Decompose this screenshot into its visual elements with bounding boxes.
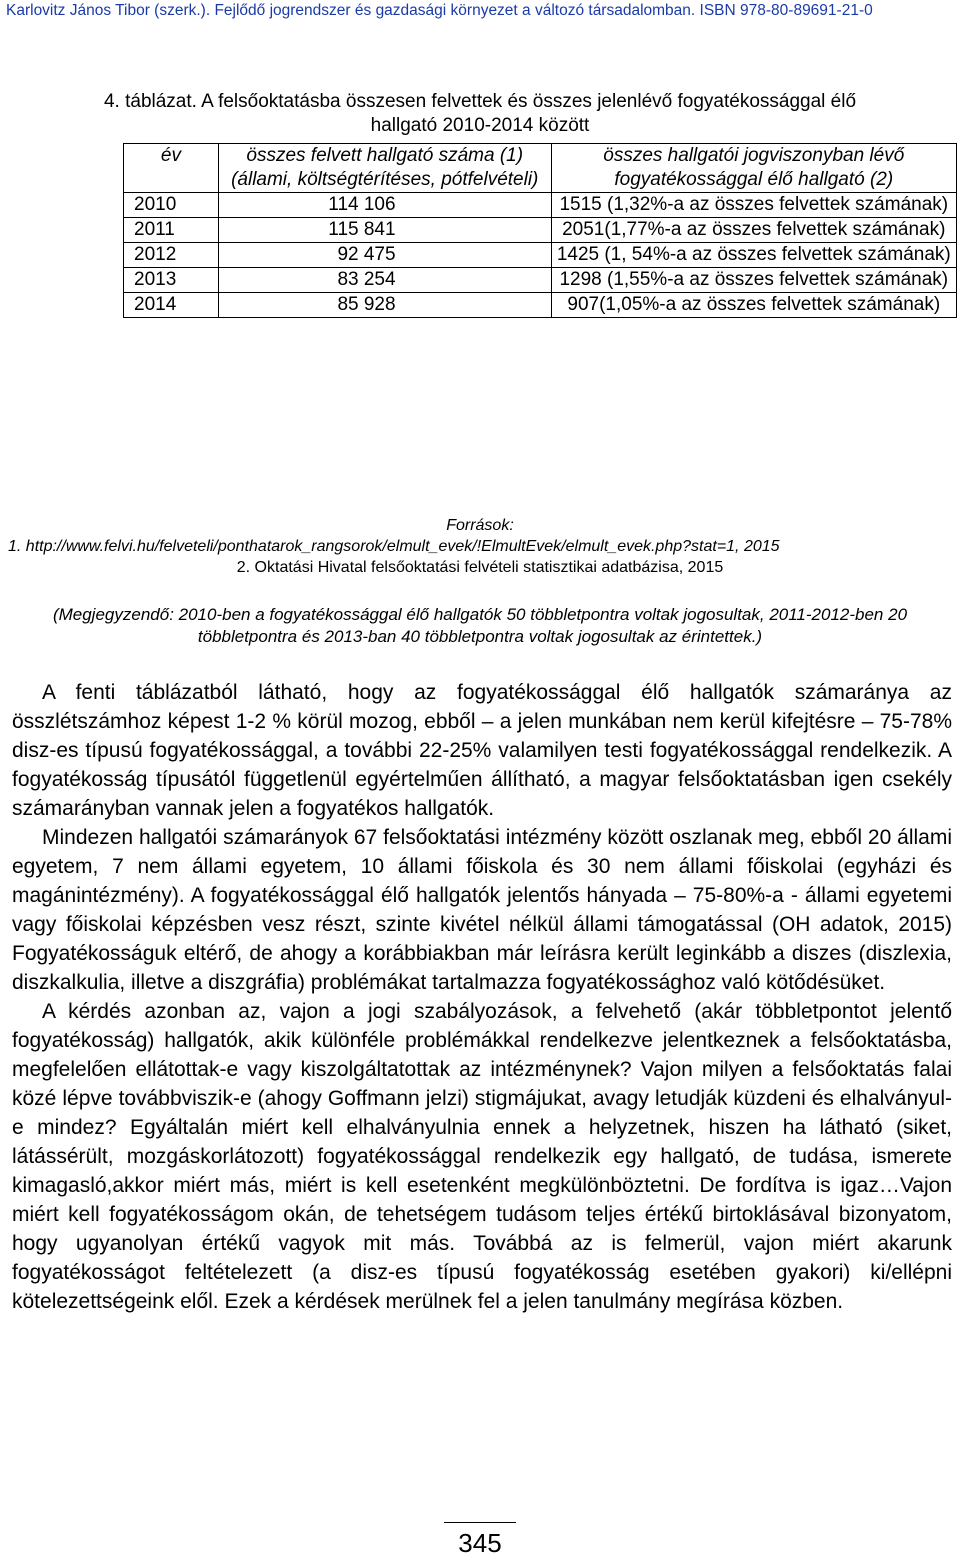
cell-disabled: 1515 (1,32%-a az összes felvettek számának) (551, 193, 956, 218)
note-paragraph: (Megjegyzendő: 2010-ben a fogyatékossággal élő hallgatók 50 többletpontra voltak jogosultak, 2011-2012-ben 20 többletpontra és 2013-ban 40 többletpontra voltak jogosultak az érintettek.) (52, 605, 908, 646)
header-admitted: összes felvett hallgató száma (1) (állami, költségtérítéses, pótfelvételi) (218, 144, 551, 193)
sources-block (8, 515, 952, 578)
table-header-row (124, 144, 957, 193)
cell-admitted: 114 106 (218, 193, 551, 218)
cell-disabled: 1298 (1,55%-a az összes felvettek számának) (551, 268, 956, 293)
table-row (124, 293, 957, 318)
caption-line-1: 4. táblázat. A felsőoktatásba összesen felvettek és összes jelenlévő fogyatékossággal élő (103, 91, 857, 112)
table-row (124, 218, 957, 243)
table-row (124, 268, 957, 293)
paragraph: A fenti táblázatból látható, hogy az fogyatékossággal élő hallgatók számaránya az összlétszámhoz képest 1-2 % körül mozog, ebből – a jelen munkában nem kerül kifejtésre – 75-78% disz-es típusú fogyatékossággal, a további 22-25% valamilyen testi fogyatékossággal rendelkezik. A fogyatékosság típusától függetlenül egyértelműen állítható, a magyar felsőoktatásban igen csekély számarányban vannak jelen a fogyatékos hallgatók. (12, 681, 952, 820)
footer-divider (444, 1522, 516, 1523)
table-caption (22, 90, 938, 138)
table-row (124, 193, 957, 218)
cell-disabled: 907(1,05%-a az összes felvettek számának) (551, 293, 956, 318)
cell-year: 2010 (124, 193, 219, 218)
cell-disabled: 2051(1,77%-a az összes felvettek számának) (551, 218, 956, 243)
page-number: 345 (458, 1528, 502, 1558)
cell-admitted: 115 841 (218, 218, 551, 243)
cell-admitted: 92 475 (218, 243, 551, 268)
admissions-table (123, 143, 957, 318)
cell-year: 2013 (124, 268, 219, 293)
cell-admitted: 83 254 (218, 268, 551, 293)
cell-year: 2011 (124, 218, 219, 243)
paragraph: Mindezen hallgatói számarányok 67 felsőoktatási intézmény között oszlanak meg, ebből 20 állami egyetem, 7 nem állami egyetem, 10 állami főiskola és 30 nem állami főiskolai (egyházi és magánintézmény). A fogyatékossággal élő hallgatók jelentős hányada – 75-80%-a - állami egyetemi vagy főiskolai képzésben vesz részt, szinte kivétel nélkül állami támogatással (OH adatok, 2015) Fogyatékosságuk eltérő, de ahogy a korábbiakban már leírásra került leginkább a diszes (diszlexia, diszkalkulia, illetve a diszgráfia) problémákat tartalmazza fogyatékossághoz való kötődésüket. (12, 826, 952, 994)
sources-title: Források: (446, 517, 514, 534)
cell-year: 2014 (124, 293, 219, 318)
body-text (12, 678, 952, 1316)
paragraph: A kérdés azonban az, vajon a jogi szabályozások, a felvehető (akár többletpontot jelentő fogyatékosság) hallgatók, akik különféle problémákkal rendelkezve jelentkeznek a felsőoktatásba, megfelelően ellátottak-e vagy kiszolgáltatottak az intézménynek? Vajon milyen a felsőoktatás falai közé lépve továbbviszik-e (ahogy Goffmann jelzi) stigmájukat, avagy letudják küzdeni és elhalványul-e mindez? Egyáltalán miért kell elhalványulnia ennek a helyzetnek, hiszen ha látható (siket, látássérült, mozgáskorlátozott) fogyatékossággal rendelkezik egy hallgató, de tudása, ismerete kimagasló,akkor miért más, miért is kell esetenként megkülönböztetni. De fordítva is igaz…Vajon miért kell fogyatékosságom okán, de tehetségem tudásom teljes értékű birtoklásával bizonyatom, hogy ugyanolyan értékű vagyok mit más. Továbbá az is felmerül, vajon miért akarunk fogyatékosságot feltételezett (a disz-es típusú fogyatékosság esetében gyakori) ki/ellépni kötelezettségeink elől. Ezek a kérdések merülnek fel a jelen tanulmány megírása közben. (12, 1000, 952, 1313)
source-oktatasi-hivatal: 2. Oktatási Hivatal felsőoktatási felvételi statisztikai adatbázisa, 2015 (236, 559, 724, 576)
cell-admitted: 85 928 (218, 293, 551, 318)
running-header: Karlovitz János Tibor (szerk.). Fejlődő jogrendszer és gazdasági környezet a változó társadalomban. ISBN 978-80-89691-21-0 (6, 2, 873, 19)
table-row (124, 243, 957, 268)
cell-year: 2012 (124, 243, 219, 268)
cell-disabled: 1425 (1, 54%-a az összes felvettek számának) (551, 243, 956, 268)
source-link-felvi[interactable]: 1. http://www.felvi.hu/felveteli/ponthatarok_rangsorok/elmult_evek/!ElmultEvek/elmult_evek.php?stat=1, 2015 (8, 538, 780, 555)
header-disabled: összes hallgatói jogviszonyban lévő fogyatékossággal élő hallgató (2) (551, 144, 956, 193)
caption-line-2: hallgató 2010-2014 között (370, 115, 590, 136)
header-year: év (124, 144, 219, 193)
